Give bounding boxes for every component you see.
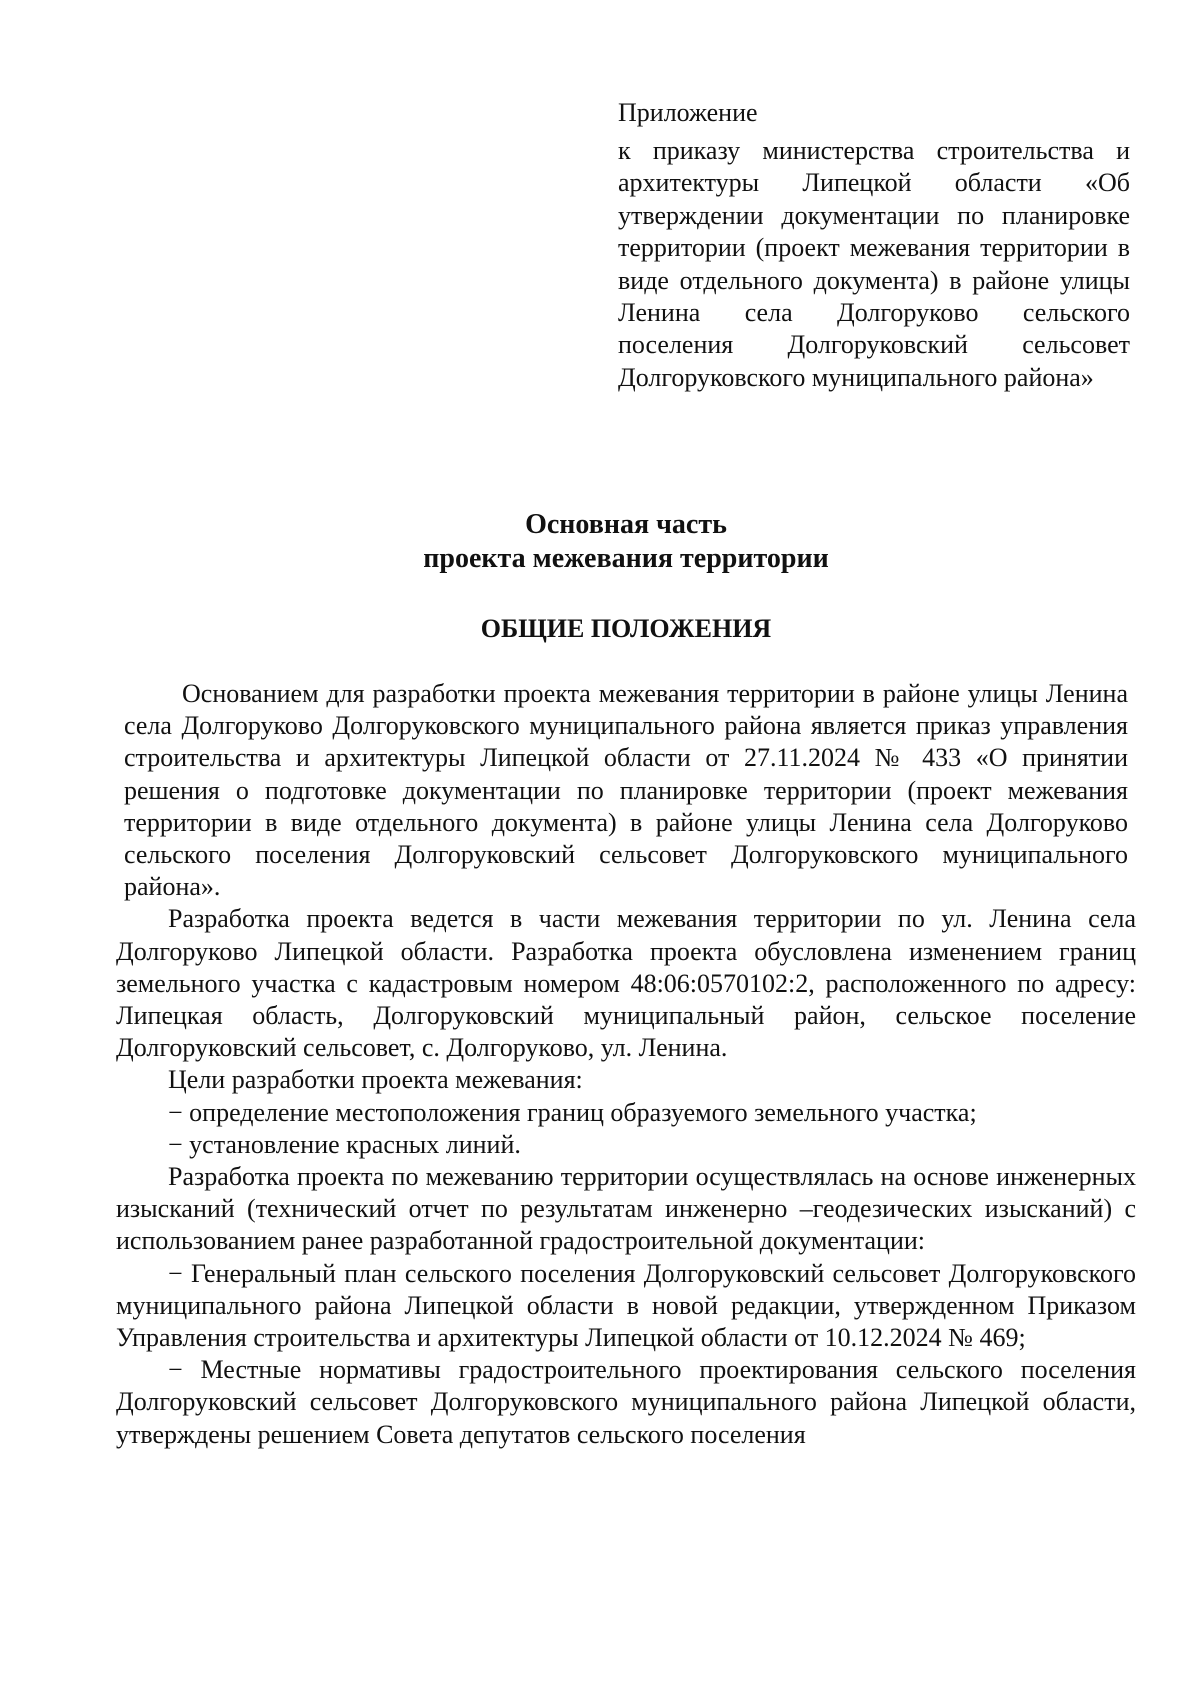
appendix-text: к приказу министерства строительства и архитектуры Липецкой области «Об утверждении документации по планировке территории (проект межевания территории в виде отдельного документа) в районе улицы Ленина села Долгоруково сельского поселения Долгоруковский сельсовет Долгоруковского муниципального района»: [618, 136, 1130, 392]
list-item-goal-2: − установление красных линий.: [168, 1129, 521, 1159]
section-heading: ОБЩИЕ ПОЛОЖЕНИЯ: [480, 614, 772, 643]
paragraph-basis: Основанием для разработки проекта межевания территории в районе улицы Ленина села Долгоруково Долгоруковского муниципального района является приказ управления строительства и архитектуры Липецкой области от 27.11.2024 № 433 «О принятии решения о подготовке документации по планировке территории (проект межевания территории в виде отдельного документа) в районе улицы Ленина села Долгоруково сельского поселения Долгоруковский сельсовет Долгоруковского муниципального района».: [124, 679, 1128, 902]
appendix-block: [618, 96, 1130, 394]
appendix-label: Приложение: [618, 98, 758, 127]
title-line-2: проекта межевания территории: [423, 543, 829, 574]
paragraph-surveys: Разработка проекта по межеванию территории осуществлялась на основе инженерных изысканий (технический отчет по результатам инженерно –геодезических изысканий) с использованием ранее разработанной градостроительной документации:: [116, 1162, 1136, 1256]
list-item-local-norms: − Местные нормативы градостроительного проектирования сельского поселения Долгоруковский сельсовет Долгоруковского муниципального района Липецкой области, утверждены решением Совета депутатов сельского поселения: [116, 1355, 1136, 1449]
paragraph-goals-heading: Цели разработки проекта межевания:: [168, 1065, 583, 1095]
paragraph-development: Разработка проекта ведется в части межевания территории по ул. Ленина села Долгоруково Липецкой области. Разработка проекта обусловлена изменением границ земельного участка с кадастровым номером 48:06:0570102:2, расположенного по адресу: Липецкая область, Долгоруковский муниципальный район, сельское поселение Долгоруковский сельсовет, с. Долгоруково, ул. Ленина.: [116, 904, 1136, 1063]
document-title: [116, 508, 1136, 576]
document-body: [116, 678, 1136, 1451]
list-item-goal-1: − определение местоположения границ образуемого земельного участка;: [168, 1097, 977, 1127]
list-item-general-plan: − Генеральный план сельского поселения Долгоруковский сельсовет Долгоруковского муниципального района Липецкой области в новой редакции, утвержденном Приказом Управления строительства и архитектуры Липецкой области от 10.12.2024 № 469;: [116, 1258, 1136, 1353]
title-line-1: Основная часть: [525, 509, 727, 540]
